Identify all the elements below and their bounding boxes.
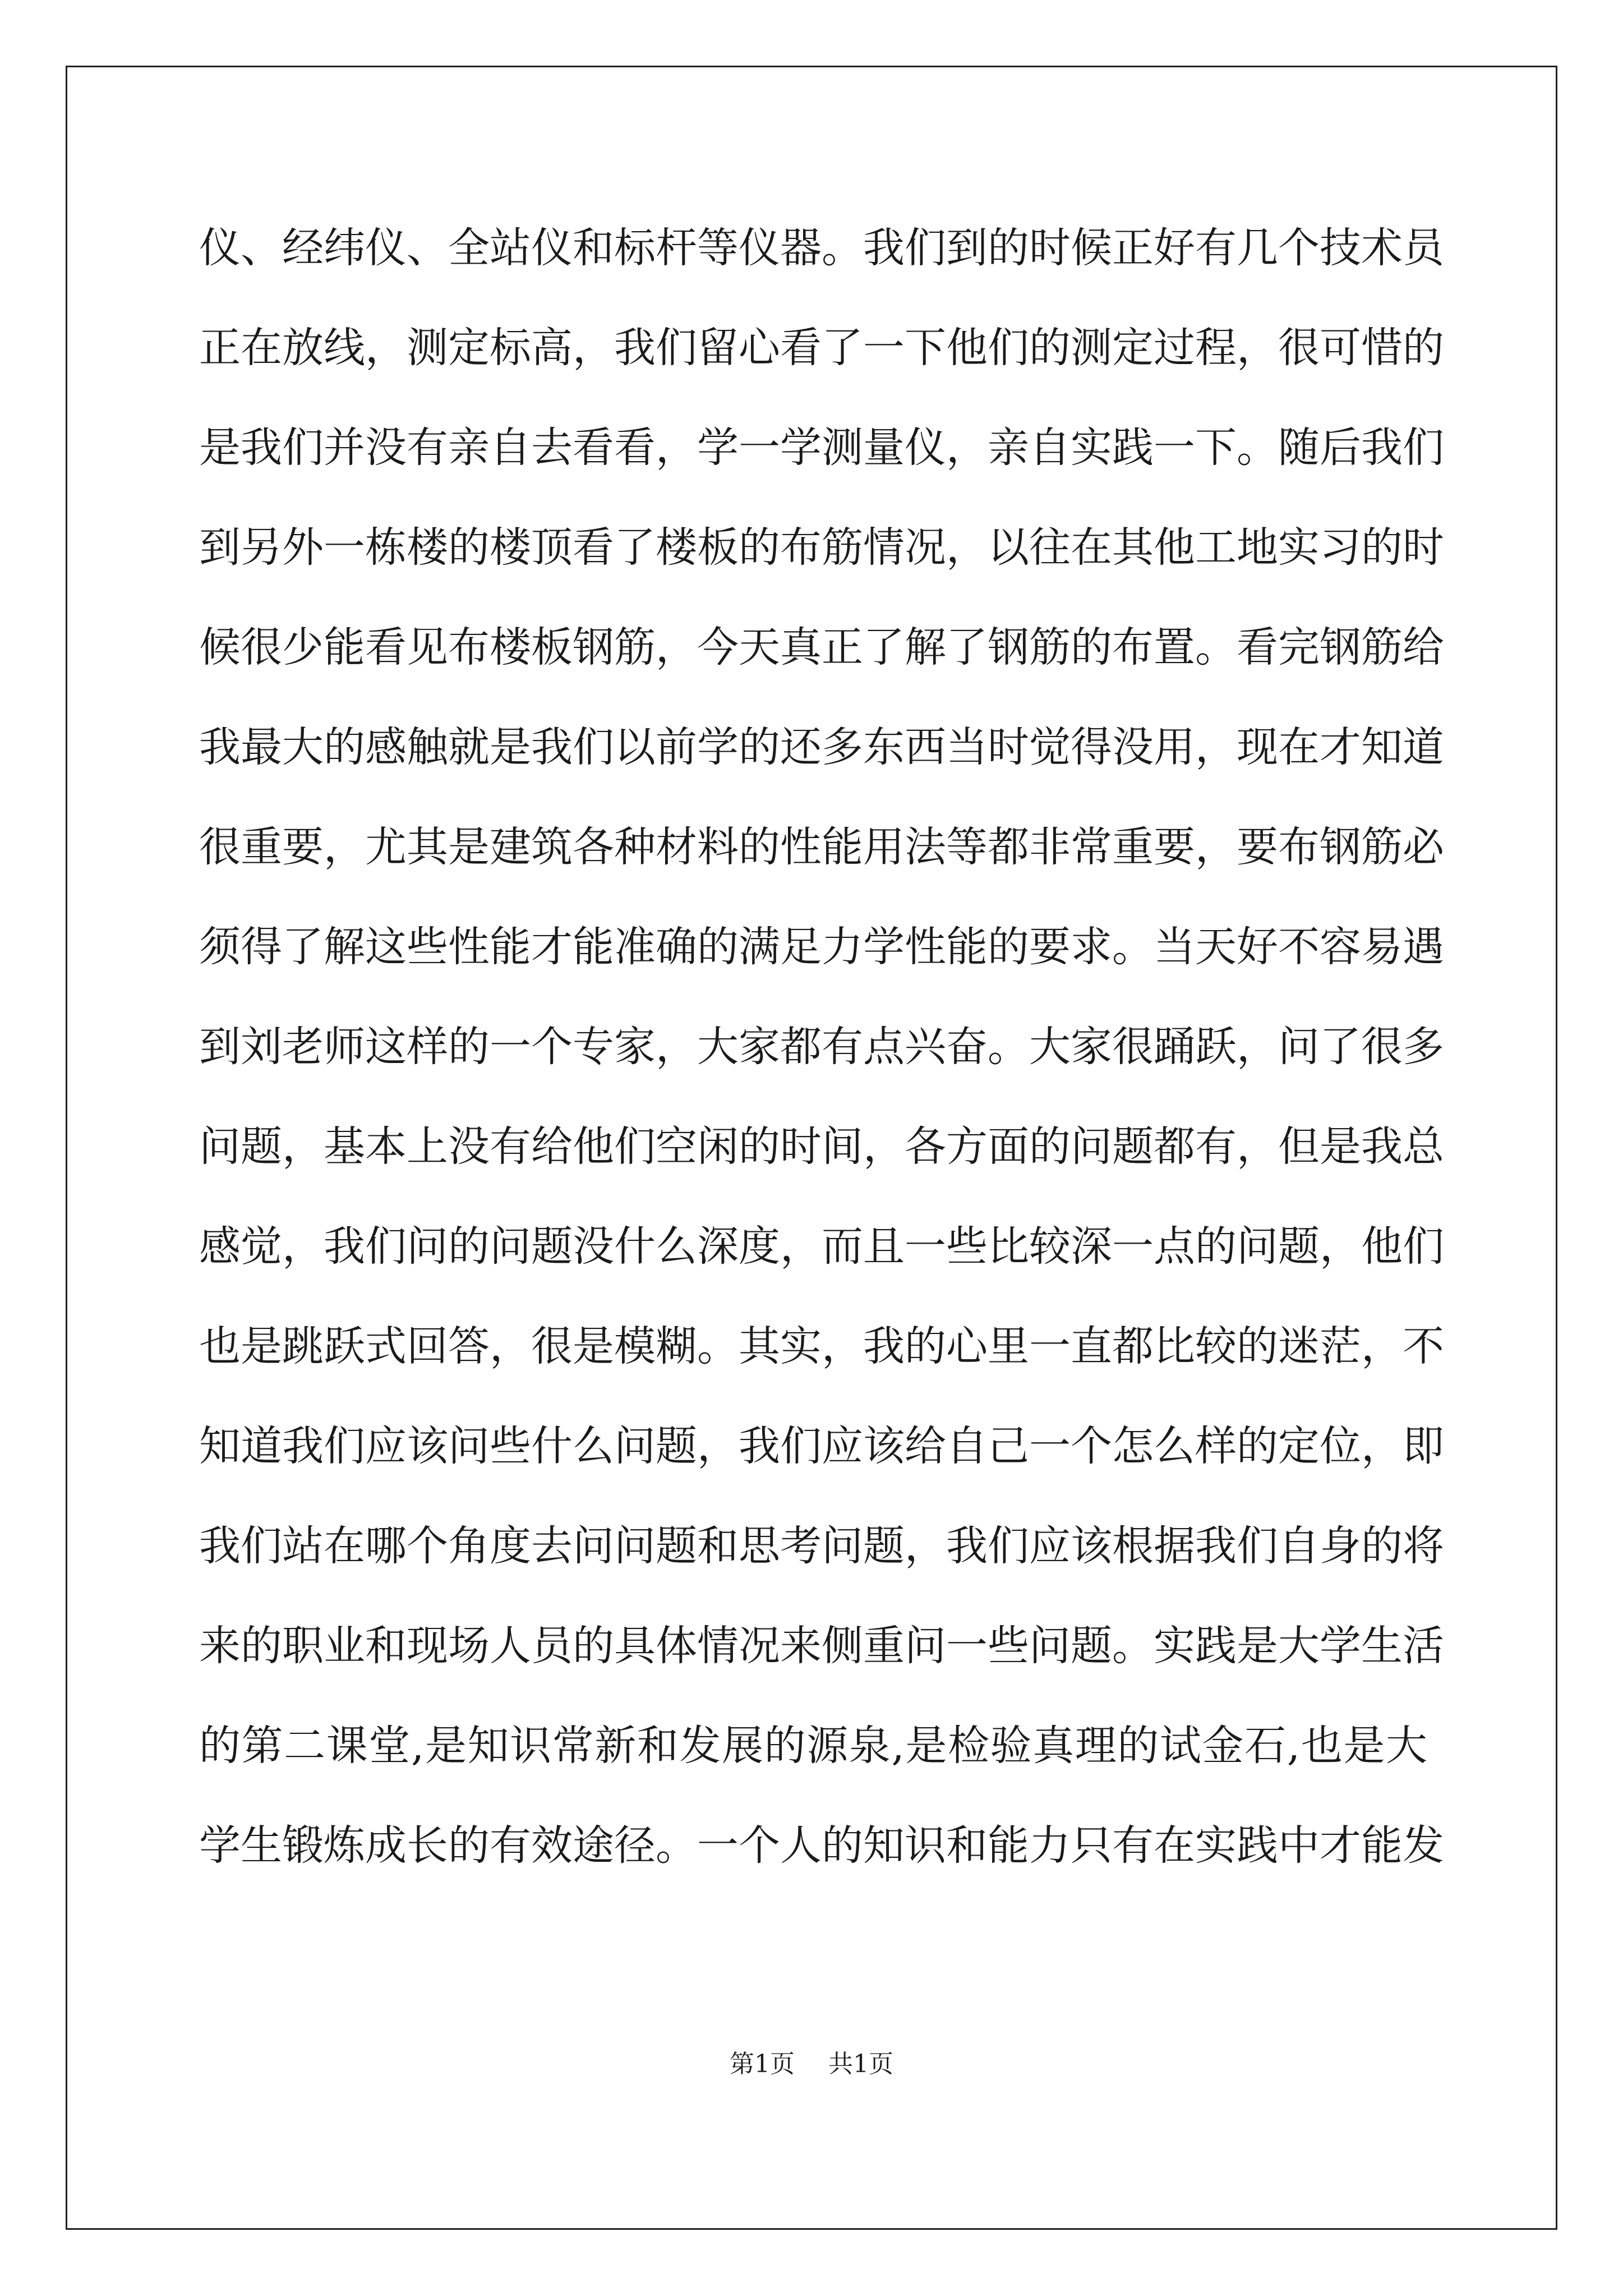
text-line: 的第二课堂,是知识常新和发展的源泉,是检验真理的试金石,也是大 [199,1722,1427,1770]
body-text [199,220,1444,1917]
text-line: 到刘老师这样的一个专家，大家都有点兴奋。大家很踊跃，问了很多 [199,1023,1444,1071]
page-number: 第1页 [730,2050,795,2078]
page-total: 共1页 [828,2050,893,2078]
text-line: 是我们并没有亲自去看看，学一学测量仪，亲自实践一下。随后我们 [199,424,1444,472]
text-line: 候很少能看见布楼板钢筋，今天真正了解了钢筋的布置。看完钢筋给 [199,623,1444,671]
text-line: 问题，基本上没有给他们空闲的时间，各方面的问题都有，但是我总 [199,1122,1444,1171]
text-line: 知道我们应该问些什么问题，我们应该给自己一个怎么样的定位，即 [199,1422,1444,1470]
text-line: 学生锻炼成长的有效途径。一个人的知识和能力只有在实践中才能发 [199,1821,1444,1870]
page-footer [0,2047,1623,2081]
text-line: 到另外一栋楼的楼顶看了楼板的布筋情况，以往在其他工地实习的时 [199,523,1444,572]
text-line: 须得了解这些性能才能准确的满足力学性能的要求。当天好不容易遇 [199,923,1444,971]
text-line: 正在放线，测定标高，我们留心看了一下他们的测定过程，很可惜的 [199,324,1444,372]
text-line: 来的职业和现场人员的具体情况来侧重问一些问题。实践是大学生活 [199,1622,1444,1670]
text-line: 感觉，我们问的问题没什么深度，而且一些比较深一点的问题，他们 [199,1222,1444,1271]
text-line: 我们站在哪个角度去问问题和思考问题，我们应该根据我们自身的将 [199,1522,1444,1570]
text-line: 仪、经纬仪、全站仪和标杆等仪器。我们到的时候正好有几个技术员 [199,224,1444,272]
text-line: 我最大的感触就是我们以前学的还多东西当时觉得没用，现在才知道 [199,723,1444,771]
text-line: 很重要，尤其是建筑各种材料的性能用法等都非常重要，要布钢筋必 [199,823,1444,871]
text-line: 也是跳跃式回答，很是模糊。其实，我的心里一直都比较的迷茫，不 [199,1322,1444,1370]
